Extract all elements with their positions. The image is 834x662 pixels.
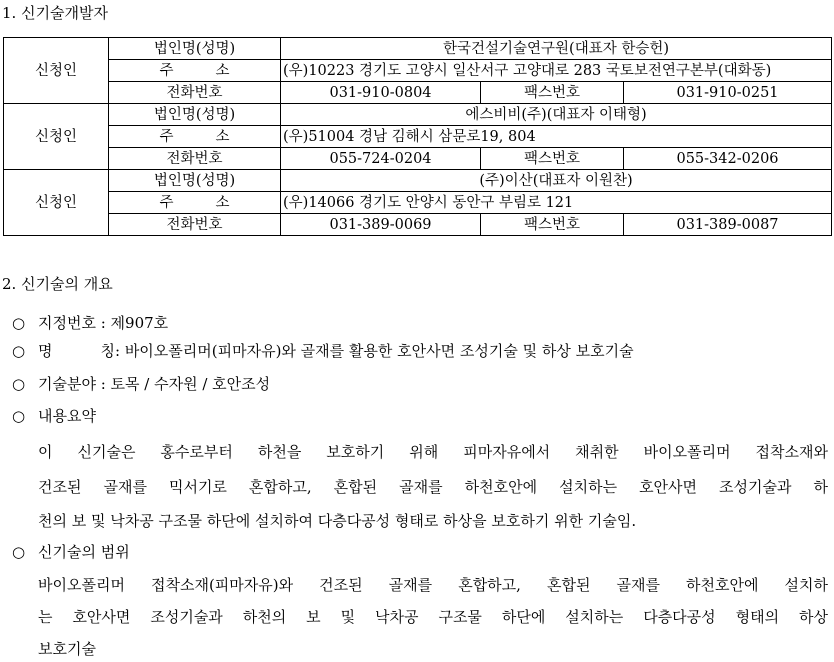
name-item (12, 341, 634, 361)
bullet-icon: ○ (12, 375, 26, 393)
bullet-icon: ○ (12, 314, 26, 332)
name-label: 명 칭 (38, 342, 115, 360)
address-label (109, 60, 281, 82)
applicant-row-address (4, 126, 832, 148)
applicant-row-corp (4, 38, 832, 60)
fax-value: 031-389-0087 (624, 214, 832, 236)
summary-line: 건조된 골재를 믹서기로 혼합하고, 혼합된 골재를 하천호안에 설치하는 호안사면 조성기술과 하 (38, 478, 828, 496)
phone-label: 전화번호 (109, 214, 281, 236)
applicant-row-contact (4, 148, 832, 170)
applicant-row-address (4, 192, 832, 214)
fax-label: 팩스번호 (481, 148, 624, 170)
address-value: (우)14066 경기도 안양시 동안구 부림로 121 (281, 192, 832, 214)
corp-value: (주)이산(대표자 이원찬) (281, 170, 832, 192)
role-label: 신청인 (4, 170, 109, 236)
phone-label: 전화번호 (109, 82, 281, 104)
address-label (109, 126, 281, 148)
phone-label: 전화번호 (109, 148, 281, 170)
summary-title: 내용요약 (38, 407, 96, 425)
address-label-text: 주 소 (159, 62, 230, 79)
fax-value: 055-342-0206 (624, 148, 832, 170)
applicant-table (3, 37, 832, 236)
applicant-row-contact (4, 214, 832, 236)
summary-line: 천의 보 및 낙차공 구조물 하단에 설치하여 다층다공성 형태로 하상을 보호하기 위한 기술임. (38, 512, 637, 530)
bullet-icon: ○ (12, 407, 26, 425)
role-label: 신청인 (4, 104, 109, 170)
corp-value: 에스비비(주)(대표자 이태형) (281, 104, 832, 126)
corp-value: 한국건설기술연구원(대표자 한승헌) (281, 38, 832, 60)
address-label-text: 주 소 (159, 194, 230, 211)
section2-heading: 2. 신기술의 개요 (2, 275, 113, 293)
bullet-icon: ○ (12, 342, 26, 360)
corp-label: 법인명(성명) (109, 104, 281, 126)
corp-label: 법인명(성명) (109, 38, 281, 60)
role-label: 신청인 (4, 38, 109, 104)
scope-line: 보호기술 (38, 640, 96, 658)
bullet-icon: ○ (12, 543, 26, 561)
summary-item (12, 406, 96, 426)
fax-value: 031-910-0251 (624, 82, 832, 104)
scope-line: 는 호안사면 조성기술과 하천의 보 및 낙차공 구조물 하단에 설치하는 다층다공성 형태의 하상 (38, 608, 828, 626)
designation-item (12, 313, 168, 333)
fax-label: 팩스번호 (481, 214, 624, 236)
applicant-row-corp (4, 104, 832, 126)
field-item (12, 374, 270, 394)
scope-line: 바이오폴리머 접착소재(피마자유)와 건조된 골재를 혼합하고, 혼합된 골재를 하천호안에 설치하 (38, 576, 828, 594)
applicant-row-address (4, 60, 832, 82)
phone-value: 031-910-0804 (281, 82, 481, 104)
field-text: 기술분야 : 토목 / 수자원 / 호안조성 (38, 375, 271, 393)
phone-value: 055-724-0204 (281, 148, 481, 170)
applicant-row-contact (4, 82, 832, 104)
address-value: (우)51004 경남 김해시 삼문로19, 804 (281, 126, 832, 148)
applicant-row-corp (4, 170, 832, 192)
corp-label: 법인명(성명) (109, 170, 281, 192)
address-value: (우)10223 경기도 고양시 일산서구 고양대로 283 국토보전연구본부(대화동) (281, 60, 832, 82)
scope-item (12, 542, 130, 562)
address-label (109, 192, 281, 214)
phone-value: 031-389-0069 (281, 214, 481, 236)
fax-label: 팩스번호 (481, 82, 624, 104)
name-value: : 바이오폴리머(피마자유)와 골재를 활용한 호안사면 조성기술 및 하상 보호기술 (115, 342, 634, 360)
summary-line: 이 신기술은 홍수로부터 하천을 보호하기 위해 피마자유에서 채취한 바이오폴리머 접착소재와 (38, 443, 828, 461)
section1-heading: 1. 신기술개발자 (2, 4, 109, 22)
scope-title: 신기술의 범위 (38, 543, 130, 561)
address-label-text: 주 소 (159, 128, 230, 145)
designation-text: 지정번호 : 제907호 (38, 314, 169, 332)
